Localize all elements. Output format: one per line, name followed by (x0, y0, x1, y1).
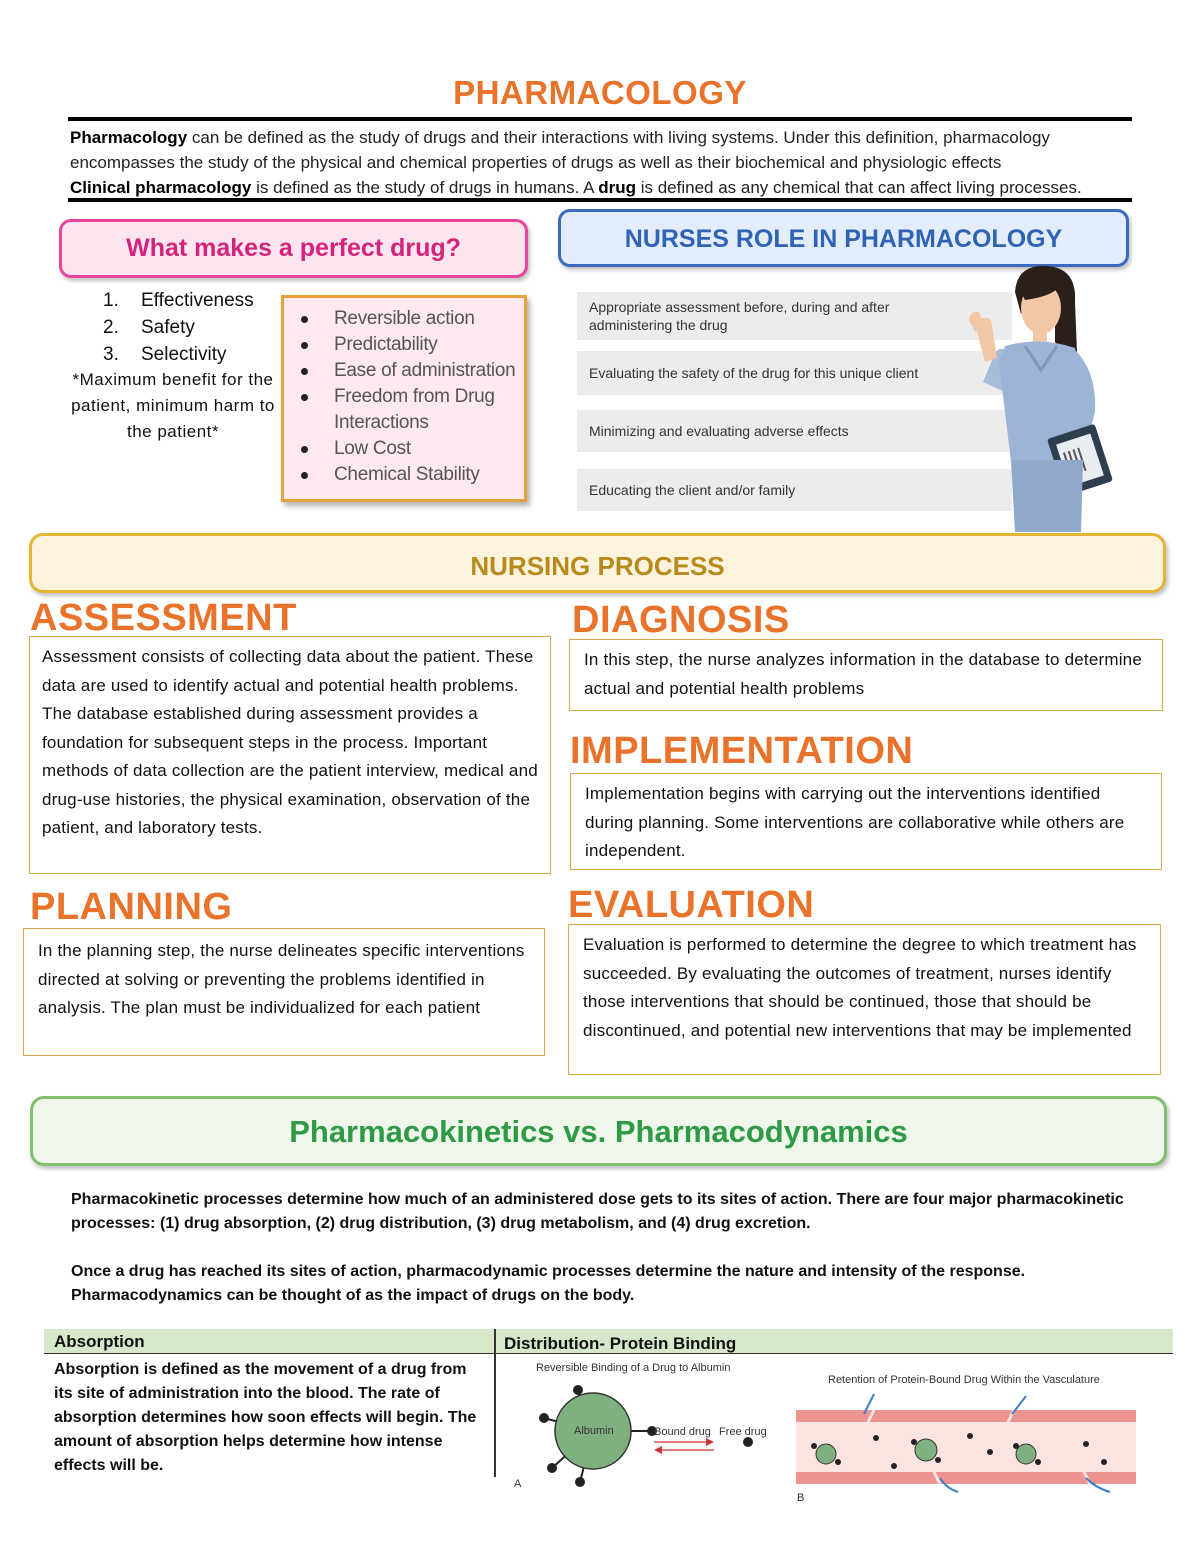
free-drug-label: Free drug (719, 1426, 767, 1438)
nurse-role-item: Minimizing and evaluating adverse effects (577, 410, 1012, 452)
intro-term-clinical: Clinical pharmacology (70, 178, 252, 197)
intro-paragraph (70, 125, 1135, 200)
figure-b-letter: B (797, 1492, 805, 1504)
planning-title: PLANNING (30, 886, 233, 928)
list-item: Predictability (296, 332, 518, 358)
page-title: PHARMACOLOGY (453, 74, 747, 111)
figure-a-caption: Reversible Binding of a Drug to Albumin (536, 1362, 731, 1374)
pk-paragraph: Pharmacokinetic processes determine how much of an administered dose gets to its sites of action. There are four major pharmacokinetic processes: (1) drug absorption, (2) drug distribution, (3) drug metabolism, and (4) drug excretion. (71, 1191, 1124, 1232)
intro-text-3: is defined as any chemical that can affect living processes. (636, 178, 1082, 197)
assessment-title: ASSESSMENT (30, 597, 297, 639)
perfect-drug-list (103, 287, 254, 368)
figure-b-caption: Retention of Protein-Bound Drug Within the Vasculature (828, 1374, 1100, 1386)
nurse-role-item: Educating the client and/or family (577, 469, 1012, 511)
nursing-process-heading: NURSING PROCESS (29, 533, 1166, 593)
nurse-illustration (955, 262, 1130, 532)
albumin-label: Albumin (574, 1425, 614, 1437)
list-item: Chemical Stability (296, 462, 518, 488)
assessment-text: Assessment consists of collecting data about the patient. These data are used to identify actual and potential health problems. The database established during assessment provides a foundation for subsequent steps in the process. Important methods of data collection are the patient interview, medical and drug-use histories, the physical examination, observation of the patient, and laboratory tests. (29, 636, 551, 874)
pk-pd-heading: Pharmacokinetics vs. Pharmacodynamics (30, 1096, 1167, 1166)
pd-paragraph: Once a drug has reached its sites of action, pharmacodynamic processes determine the nature and intensity of the response. Pharmacodynamics can be thought of as the impact of drugs on the body. (71, 1263, 1026, 1304)
bound-drug-label: Bound drug (654, 1426, 711, 1438)
list-item: Reversible action (296, 306, 518, 332)
vasculature-diagram (794, 1392, 1154, 1496)
nurse-role-item: Appropriate assessment before, during and after administering the drug (577, 292, 1012, 340)
perfect-drug-heading: What makes a perfect drug? (59, 219, 528, 278)
implementation-title: IMPLEMENTATION (570, 730, 914, 772)
list-item: Ease of administration (296, 358, 518, 384)
perfect-drug-note: *Maximum benefit for the patient, minimum harm to the patient* (71, 370, 275, 441)
figure-a-letter: A (514, 1478, 522, 1490)
list-item: Low Cost (296, 436, 518, 462)
diagnosis-title: DIAGNOSIS (572, 599, 790, 641)
intro-term-drug: drug (598, 178, 636, 197)
list-item: Freedom from Drug Interactions (296, 384, 518, 436)
list-item: 2. Safety (103, 317, 195, 338)
table-divider (494, 1329, 496, 1477)
title-rule-bottom (68, 198, 1132, 202)
title-rule-top (68, 117, 1132, 121)
intro-text-2: is defined as the study of drugs in humans. A (251, 178, 599, 197)
intro-text-1: can be defined as the study of drugs and their interactions with living systems. Under this definition, pharmacology encompasses the study of the physical and chemical properties of drugs as well as their biochemical and physiologic effects (70, 128, 1050, 172)
table-header-distribution: Distribution- Protein Binding (504, 1334, 737, 1353)
diagnosis-text: In this step, the nurse analyzes information in the database to determine actual and potential health problems (569, 639, 1163, 711)
perfect-drug-properties (281, 295, 527, 502)
absorption-text: Absorption is defined as the movement of a drug from its site of administration into the blood. The rate of absorption determines how soon effects will begin. The amount of absorption helps determine how intense effects will be. (54, 1361, 477, 1474)
planning-text: In the planning step, the nurse delineates specific interventions directed at solving or preventing the problems identified in analysis. The plan must be individualized for each patient (23, 928, 545, 1056)
implementation-text: Implementation begins with carrying out the interventions identified during planning. Some interventions are collaborative while others are independent. (570, 773, 1162, 870)
evaluation-text: Evaluation is performed to determine the degree to which treatment has succeeded. By evaluating the outcomes of treatment, nurses identify those interventions that should be continued, those that should be discontinued, and potential new interventions that may be implemented (568, 924, 1161, 1075)
evaluation-title: EVALUATION (568, 884, 815, 926)
nurses-role-heading: NURSES ROLE IN PHARMACOLOGY (558, 209, 1129, 267)
nurse-role-item: Evaluating the safety of the drug for this unique client (577, 351, 1012, 395)
intro-term-pharmacology: Pharmacology (70, 128, 188, 147)
list-item: 1. Effectiveness (103, 290, 254, 311)
list-item: 3. Selectivity (103, 344, 227, 365)
table-header-absorption: Absorption (54, 1332, 145, 1351)
